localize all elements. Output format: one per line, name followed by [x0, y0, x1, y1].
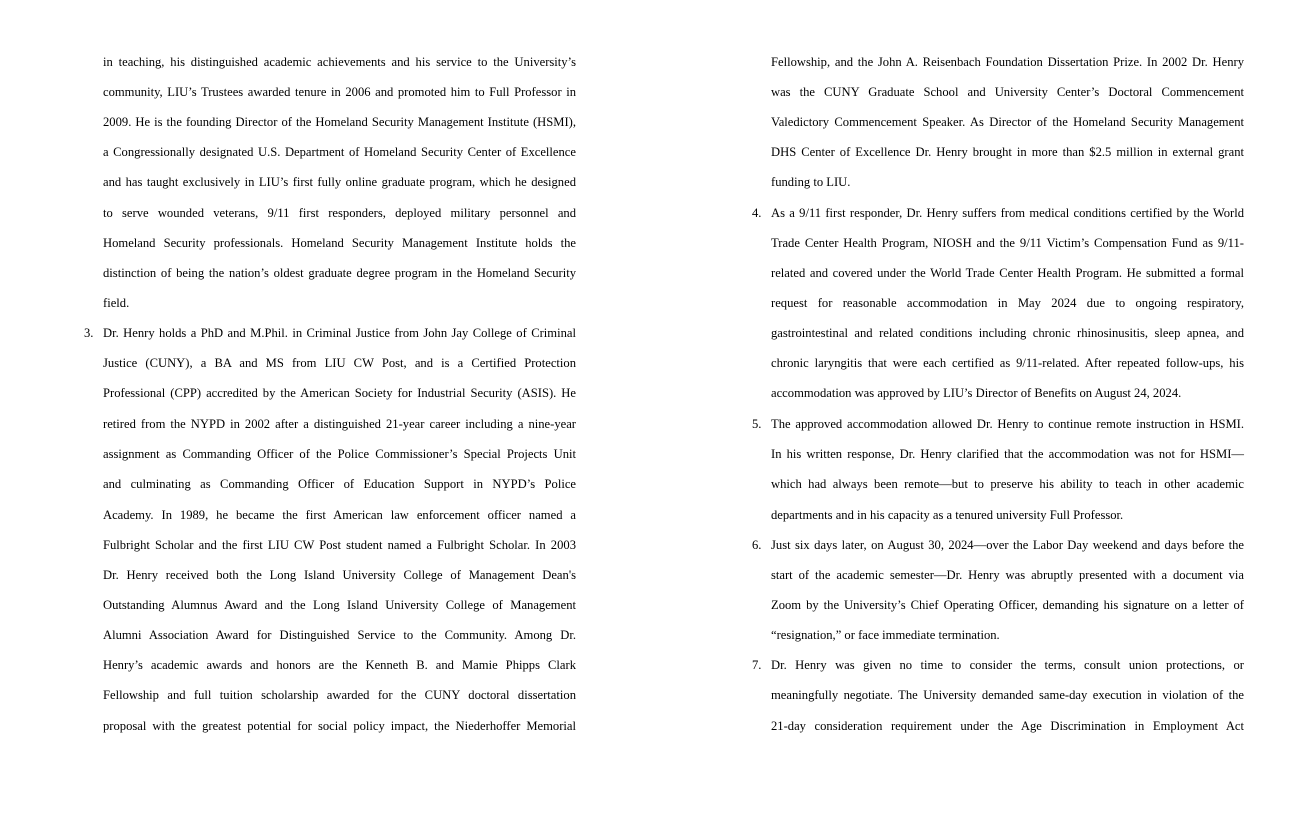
paragraph-line: Justice (CUNY), a BA and MS from LIU CW Post, and is a Certified Protection — [103, 356, 576, 370]
paragraph-line: and culminating as Commanding Officer of Education Support in NYPD’s Police — [103, 477, 576, 491]
paragraph-line: Zoom by the University’s Chief Operating Officer, demanding his signature on a letter of — [771, 598, 1244, 612]
paragraph-line: which had always been remote—but to preserve his ability to teach in other academic — [771, 477, 1244, 491]
paragraph-number: 6. — [752, 538, 762, 552]
paragraph-line: distinction of being the nation’s oldest graduate degree program in the Homeland Security — [103, 266, 576, 280]
paragraph-line: departments and in his capacity as a tenured university Full Professor. — [771, 508, 1124, 522]
paragraph-number: 7. — [752, 658, 762, 672]
paragraph-line: Fellowship and full tuition scholarship awarded for the CUNY doctoral dissertation — [103, 688, 576, 702]
paragraph-line: In his written response, Dr. Henry clarified that the accommodation was not for HSMI— — [771, 447, 1244, 461]
paragraph-line: retired from the NYPD in 2002 after a distinguished 21-year career including a nine-year — [103, 417, 576, 431]
paragraph-line: community, LIU’s Trustees awarded tenure in 2006 and promoted him to Full Professor in — [103, 85, 576, 99]
paragraph-number: 3. — [84, 326, 94, 340]
paragraph-line: Academy. In 1989, he became the first American law enforcement officer named a — [103, 508, 576, 522]
paragraph-line: “resignation,” or face immediate termination. — [771, 628, 1000, 642]
paragraph-line: Valedictory Commencement Speaker. As Director of the Homeland Security Management — [771, 115, 1244, 129]
right-page — [669, 0, 1313, 823]
paragraph-line: Trade Center Health Program, NIOSH and the 9/11 Victim’s Compensation Fund as 9/11- — [771, 236, 1244, 250]
paragraph-line: Professional (CPP) accredited by the American Society for Industrial Security (ASIS). He — [103, 386, 576, 400]
paragraph-line: Fulbright Scholar and the first LIU CW Post student named a Fulbright Scholar. In 2003 — [103, 538, 576, 552]
paragraph-line: Alumni Association Award for Distinguished Service to the Community. Among Dr. — [103, 628, 576, 642]
paragraph-line: gastrointestinal and related conditions including chronic rhinosinusitis, sleep apnea, and — [771, 326, 1244, 340]
paragraph-number: 5. — [752, 417, 762, 431]
paragraph-line: accommodation was approved by LIU’s Director of Benefits on August 24, 2024. — [771, 386, 1182, 400]
paragraph-line: Dr. Henry received both the Long Island University College of Management Dean's — [103, 568, 576, 582]
paragraph-line: Homeland Security professionals. Homeland Security Management Institute holds the — [103, 236, 576, 250]
paragraph-line: The approved accommodation allowed Dr. Henry to continue remote instruction in HSMI. — [771, 417, 1244, 431]
paragraph-number: 4. — [752, 206, 762, 220]
paragraph-line: start of the academic semester—Dr. Henry was abruptly presented with a document via — [771, 568, 1244, 582]
paragraph-line: related and covered under the World Trade Center Health Program. He submitted a formal — [771, 266, 1244, 280]
paragraph-line: Fellowship, and the John A. Reisenbach Foundation Dissertation Prize. In 2002 Dr. Henry — [771, 55, 1244, 69]
paragraph-line: to serve wounded veterans, 9/11 first responders, deployed military personnel and — [103, 206, 576, 220]
paragraph-line: 21-day consideration requirement under the Age Discrimination in Employment Act — [771, 719, 1244, 733]
paragraph-line: Dr. Henry was given no time to consider the terms, consult union protections, or — [771, 658, 1244, 672]
paragraph-line: funding to LIU. — [771, 175, 851, 189]
paragraph-line: assignment as Commanding Officer of the Police Commissioner’s Special Projects Unit — [103, 447, 576, 461]
paragraph-line: in teaching, his distinguished academic achievements and his service to the University’s — [103, 55, 576, 69]
paragraph-line: meaningfully negotiate. The University demanded same-day execution in violation of the — [771, 688, 1244, 702]
paragraph-line: Just six days later, on August 30, 2024—over the Labor Day weekend and days before the — [771, 538, 1244, 552]
paragraph-line: As a 9/11 first responder, Dr. Henry suffers from medical conditions certified by the World — [771, 206, 1244, 220]
paragraph-line: Dr. Henry holds a PhD and M.Phil. in Criminal Justice from John Jay College of Criminal — [103, 326, 576, 340]
paragraph-line: a Congressionally designated U.S. Department of Homeland Security Center of Excellence — [103, 145, 576, 159]
paragraph-line: 2009. He is the founding Director of the Homeland Security Management Institute (HSMI), — [103, 115, 576, 129]
paragraph-line: was the CUNY Graduate School and University Center’s Doctoral Commencement — [771, 85, 1244, 99]
left-page — [0, 0, 656, 823]
paragraph-line: field. — [103, 296, 130, 310]
paragraph-line: request for reasonable accommodation in May 2024 due to ongoing respiratory, — [771, 296, 1244, 310]
paragraph-line: and has taught exclusively in LIU’s first fully online graduate program, which he designed — [103, 175, 576, 189]
paragraph-line: DHS Center of Excellence Dr. Henry brought in more than $2.5 million in external grant — [771, 145, 1244, 159]
paragraph-line: Henry’s academic awards and honors are the Kenneth B. and Mamie Phipps Clark — [103, 658, 576, 672]
paragraph-line: proposal with the greatest potential for social policy impact, the Niederhoffer Memorial — [103, 719, 576, 733]
paragraph-line: Outstanding Alumnus Award and the Long Island University College of Management — [103, 598, 576, 612]
paragraph-line: chronic laryngitis that were each certified as 9/11-related. After repeated follow-ups, his — [771, 356, 1244, 370]
